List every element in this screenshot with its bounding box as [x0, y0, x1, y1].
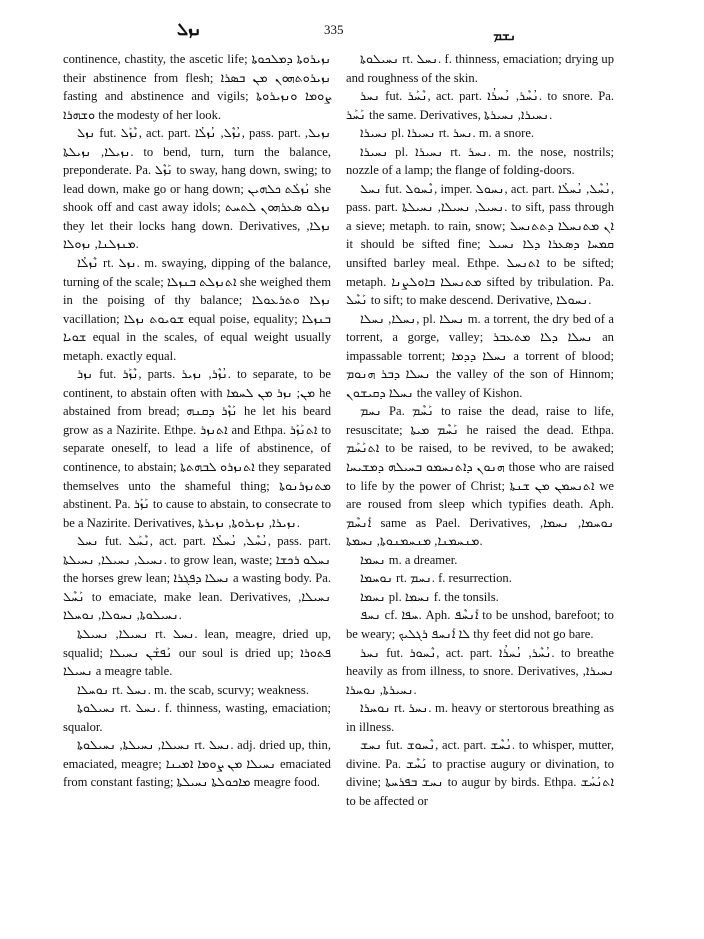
dictionary-entry: ܢܚܝܠܘܬܐ rt. ܢܚܠ. f. thinness, emaciation; drying up and roughness of the skin. — [346, 52, 614, 85]
page-header — [62, 16, 644, 46]
dictionary-entry: ܢܚܠ fut. ܢܶܚܰܠ, act. part. ܢܳܚܶܠ, ܢܳܚܠܳܐ, pass. part. ܢܚܝܠ, ܢܚܝܠܐ, ܢܚܝܠܬܐ. to grow lean, waste; ܢܚܠܘ ܪܟܫܐ the horses grew lean; ܢܚܠܐ ܕܦܓܪܐ a wasting body. Pa. ܢܰܚܶܠ to emaciate, make lean. Derivatives, ܢܚܝܠܐ, ܢܚܝܠܘܬܐ, ܢܚܘܠܐ, ܢܘܚܠܐ. — [63, 534, 331, 623]
dictionary-entry: ܢܚܡܐ pl. ܢܚܡܐ f. the tonsils. — [360, 589, 499, 604]
dictionary-entry: ܢܚܪ fut. ܢܶܚܰܪ, act. part. ܢܳܚܶܪ, ܢܳܚܪܳܐ. to snore. Pa. ܢܰܚܰܪ the same. Derivatives, ܢܚܝܪܐ, ܢܚܝܪܬܐ. — [346, 89, 615, 122]
dictionary-entry: ܢܘܚܡܐ rt. ܢܚܡ. f. resurrection. — [360, 571, 512, 586]
dictionary-entry: ܢܚܝܠܐ, ܢܚܝܠܬܐ, ܢܚܝܠܘܬܐ rt. ܢܚܠ. adj. dried up, thin, emaciated, meagre; ܢܚܝܠܐ ܡܢ ܨܘܡܐ ܐܡܝܢܐ emaciated from constant fasting; ܡܐܟܘܠܬܐ ܢܚܝܠܬܐ meagre food. — [63, 738, 332, 790]
dictionary-entry: ܢܚܝܪܐ pl. ܢܚܝܪܐ rt. ܢܚܪ. m. the nose, nostrils; nozzle of a lamp; the flange of folding-doors. — [346, 144, 615, 178]
running-head-left: ܢܙܠ — [177, 20, 202, 39]
dictionary-entry: ܢܘܚܠܐ rt. ܢܚܠ. m. the scab, scurvy; weakness. — [77, 682, 309, 697]
dictionary-entry: ܢܚܡ Pa. ܢܰܚܶܡ to raise the dead, raise to life, resuscitate; ܢܰܚܶܡ ܡܝܬܐ he raised the dead. Ethpa. ܐܬܢܰܚܰܡ to be raised, to be revived, to be awaked; ܗܢܘܢ ܕܐܬܢܚܡܘ ܒܚܝܠܗ ܕܡܫܝܚܐ those who are raised to life by the power of Christ; ܐܬܢܚܡܢ ܡܢ ܫܢܬܐ we are roused from sleep which typifies death. Aph. ܐܰܢܚܶܡ same as Pael. Derivatives, ܢܘܚܡܐ, ܢܚܡܐ, ܡܢܚܡܢܐ, ܡܢܚܡܢܘܬܐ, ܢܚܡܬܐ. — [346, 404, 615, 549]
dictionary-entry: ܢܘܚܪܐ rt. ܢܚܪ. m. heavy or stertorous breathing as in illness. — [346, 701, 615, 734]
right-column — [346, 50, 614, 810]
dictionary-entry: ܢܚܪ fut. ܢܶܚܘܪ, act. part. ܢܳܚܶܪ, ܢܳܚܪܳܐ. to breathe heavily as from illness, to snore. Derivatives, ܢܚܝܪܐ, ܢܚܝܪܬܐ, ܢܘܚܪܐ. — [346, 645, 614, 697]
dictionary-entry: ܢܚܝܪܐ pl. ܢܚܝܪܐ rt. ܢܚܪ. m. a snore. — [360, 126, 535, 141]
page-number: 335 — [324, 22, 344, 37]
dictionary-entry: ܢܚܠܐ, ܢܚܠܐ, pl. ܢܚܠܐ m. a torrent, the dry bed of a torrent, a gorge, valley; ܢܚܠܐ ܕܠܐ ܡܬܥܒܪ an impassable torrent; ܢܚܠܐ ܕܕܡܐ a torrent of blood; ܢܚܠܐ ܕܒܪ ܗܢܘܡ the valley of the son of Hinnom; ܢܚܠܐ ܕܩܝܫܘܢ the valley of Kishon. — [346, 311, 614, 400]
dictionary-entry: ܢܚܦ cf. ܚܦܐ. Aph. ܐܰܢܚܶܦ to be unshod, barefoot; to be weary; ܠܐ ܐܰܢܚܦ ܪܓܠܝܟ thy feet did not go bare. — [346, 608, 614, 641]
running-head-right: ܢܫܡ — [493, 28, 516, 43]
dictionary-entry: ܢܚܠ fut. ܢܶܚܘܠ, imper. ܢܚܘܠ, act. part. ܢܳܚܶܠ, ܢܳܚܠܳܐ, pass. part. ܢܚܝܠ, ܢܚܝܠܐ, ܢܚܝܠܬܐ. to sift, pass through a sieve; metaph. to rain, snow; ܐܢ ܡܬܢܚܠܐ ܕܬܬܢܚܠ it should be sifted fine; ܩܡܚܐ ܕܣܥܪܐ ܕܠܐ ܢܚܝܠ unsifted barley meal. Ethpe. ܐܬܢܚܠ to be sifted; metaph. ܡܬܢܚܠܐ ܒܐܘܠܨܢܐ sifted by tribulation. Pa. ܢܰܚܶܠ to sift; to make descend. Derivative, ܢܚܘܠܐ. — [346, 181, 615, 308]
dictionary-entry: ܢܚܫ fut. ܢܶܚܘܫ, act. part. ܢܳܚܶܫ. to whisper, mutter, divine. Pa. ܢܰܚܶܫ to practise augury or divination, to divine; ܢܚܫ ܒܦܪܚܬܐ to augur by birds. Ethpa. ܐܬܢܰܚܰܫ to be affected or — [346, 738, 614, 808]
dictionary-entry: ܢܚܝܠܐ, ܢܚܝܠܬܐ rt. ܢܚܠ. lean, meagre, dried up, squalid; ܢܰܦܫܰܢ ܢܚܝܠܐ our soul is dried up; ܦܬܘܪܐ ܢܚܝܠܐ a meagre table. — [63, 626, 332, 679]
dictionary-entry: ܢܙܪ fut. ܢܶܙܰܪ, parts. ܢܳܙܶܪ, ܢܙܝܪ. to separate, to be continent, to abstain often with ܡܢ; ܢܙܪ ܡܢ ܠܚܡܐ he abstained from bread; ܢܰܙܶܪ ܕܩܢܗ he let his beard grow as a Nazirite. Ethpe. ܐܬܢܙܪ and Ethpa. ܐܬܢܰܙܰܪ to separate oneself, to lead a life of abstinence, of continence, to abstain; ܐܬܢܙܪܘ ܠܒܗܬܬܐ they separated themselves unto the shameful thing; ܡܬܢܙܪܢܘܬܐ abstinent. Pa. ܢܰܙܰܪ to cause to abstain, to consecrate to be a Nazirite. Derivatives, ܢܙܝܪܐ, ܢܙܝܪܘܬܐ, ܢܙܝܪܬܐ. — [63, 367, 332, 530]
dictionary-entry: ܢܚܡܐ m. a dreamer. — [360, 552, 458, 567]
dictionary-entry: ܢܚܝܠܘܬܐ rt. ܢܚܠ. f. thinness, wasting, emaciation; squalor. — [63, 701, 331, 734]
dictionary-entry: ܢܶܙܠܳܐ rt. ܢܙܠ. m. swaying, dipping of the balance, turning of the scale; ܐܬܢܙܠܬ ܒܢܙܠܐ she weighed them in the poising of thy balance; ܢܙܠܐ ܘܬܪܥܘܠܐ vacillation; ܫܘܝܘܬ ܢܙܠܐ equal poise, equality; ܒܢܙܠܐ ܫܘܝܐ equal in the scales, of equal weight usually metaph. exactly equal. — [63, 256, 331, 363]
dictionary-entry: ܢܙܠ fut. ܢܶܙܰܠ, act. part. ܢܳܙܶܠ, ܢܳܙܠܳܐ, pass. part. ܢܙܝܠ, ܢܙܝܠܐ, ܢܙܝܠܬܐ. to bend, turn, turn the balance, preponderate. Pa. ܢܰܙܶܠ to sway, hang down, swing; to lead down, make go or hang down; ܢܰܙܠܰܬ ܟܠܗܝܢ she shook off and cast away idols; ܢܙܠܘ ܣܥܪܗܘܢ ܠܬܚܬ they let their locks hang down. Derivatives, ܢܙܠܐ, ܡܢܙܠܢܐ, ܢܙܘܠܐ. — [63, 126, 332, 252]
left-column — [63, 50, 331, 792]
dictionary-entry: continence, chastity, the ascetic life; ܢܙܝܪܘܬܐ ܕܡܠܟܘܬܐ their abstinence from flesh; ܢܙܝܪܘܬܗܘܢ ܡܢ ܒܣܪܐ fasting and abstinence and vigils; ܨܘܡܐ ܘܢܙܝܪܘܬܐ ܘܫܗܪܐ the modesty of her look. — [63, 52, 332, 122]
